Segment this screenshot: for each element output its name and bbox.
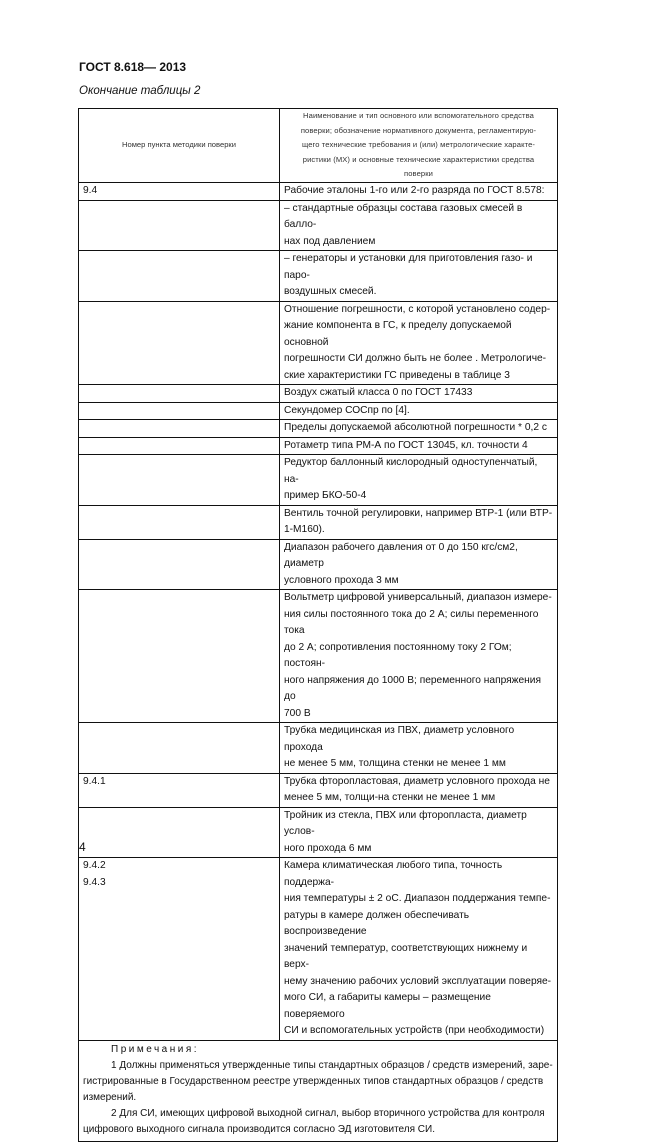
item-number-cell — [79, 590, 280, 723]
equipment-cell: Ротаметр типа РМ-А по ГОСТ 13045, кл. точности 4 — [280, 437, 558, 455]
item-number-cell — [79, 301, 280, 385]
notes-row — [79, 1040, 558, 1141]
table-row — [79, 773, 558, 807]
equipment-cell: Трубка медицинская из ПВХ, диаметр условного прохода не менее 5 мм, толщина стенки не менее 1 мм — [280, 723, 558, 774]
item-number-cell — [79, 505, 280, 539]
equipment-cell: Тройник из стекла, ПВХ или фторопласта, диаметр услов- ного прохода 6 мм — [280, 807, 558, 858]
document-code: ГОСТ 8.618— 2013 — [79, 60, 187, 74]
notes-title: Примечания: — [111, 1043, 200, 1055]
equipment-cell: – стандартные образцы состава газовых смесей в балло- нах под давлением — [280, 200, 558, 251]
equipment-cell: Пределы допускаемой абсолютной погрешности * 0,2 с — [280, 420, 558, 438]
equipment-cell: Рабочие эталоны 1-го или 2-го разряда по ГОСТ 8.578: — [280, 183, 558, 201]
item-number-cell — [79, 437, 280, 455]
equipment-cell: Отношение погрешности, с которой установлено содер- жание компонента в ГС, к пределу допускаемой основной погрешности СИ должно быть не более . Метрологиче- ские характеристики ГС приведены в таблице 3 — [280, 301, 558, 385]
table-row — [79, 455, 558, 506]
equipment-cell: – генераторы и установки для приготовления газо- и паро- воздушных смесей. — [280, 251, 558, 302]
column-header-equipment: Наименование и тип основного или вспомогательного средства поверки; обозначение нормативного документа, регламентирую- щего технические требования и (или) метрологические характе- ристики (МХ) и основные технические характеристики средства поверки — [280, 109, 558, 183]
note-item: 2 Для СИ, имеющих цифровой выходной сигнал, выбор вторичного устройства для контроля цифрового выходного сигнала производится согласно ЭД изготовителя СИ. — [83, 1107, 545, 1135]
equipment-cell: Секундомер СОСпр по [4]. — [280, 402, 558, 420]
equipment-cell: Редуктор баллонный кислородный одноступенчатый, на- пример БКО-50-4 — [280, 455, 558, 506]
item-number-cell — [79, 455, 280, 506]
item-number-cell — [79, 200, 280, 251]
equipment-cell: Воздух сжатый класса 0 по ГОСТ 17433 — [280, 385, 558, 403]
item-number-cell — [79, 420, 280, 438]
table-row — [79, 183, 558, 201]
table-row — [79, 385, 558, 403]
item-number-cell: 9.4.1 — [79, 773, 280, 807]
table-row — [79, 807, 558, 858]
note-item: 1 Должны применяться утвержденные типы стандартных образцов / средств измерений, заре- гистрированные в Государственном реестре утвержденных типов стандартных образцов / средств измерений. — [83, 1059, 553, 1103]
item-number-cell: 9.4.2 9.4.3 — [79, 858, 280, 1041]
item-number-cell — [79, 539, 280, 590]
table-row — [79, 437, 558, 455]
table-row — [79, 251, 558, 302]
equipment-cell: Камера климатическая любого типа, точность поддержа- ния температуры ± 2 оС. Диапазон поддержания темпе- ратуры в камере должен обеспечивать воспроизведение значений температур, соответствующих нижнему и верх- нему значению рабочих условий эксплуатации поверяе- мого СИ, а габариты камеры – размещение поверяемого СИ и вспомогательных устройств (при необходимости) — [280, 858, 558, 1041]
equipment-cell: Трубка фторопластовая, диаметр условного прохода не менее 5 мм, толщи-на стенки не менее 1 мм — [280, 773, 558, 807]
table-header-row — [79, 109, 558, 183]
item-number-cell — [79, 723, 280, 774]
table-row — [79, 723, 558, 774]
page-number: 4 — [79, 840, 86, 854]
table-row — [79, 420, 558, 438]
item-number-cell — [79, 385, 280, 403]
table-row — [79, 590, 558, 723]
item-number-cell: 9.4 — [79, 183, 280, 201]
equipment-cell: Вольтметр цифровой универсальный, диапазон измере- ния силы постоянного тока до 2 А; силы переменного тока до 2 А; сопротивления постоянному току 2 ГОм; постоян- ного напряжения до 1000 В; переменного напряжения до 700 В — [280, 590, 558, 723]
notes-cell — [79, 1040, 558, 1141]
equipment-cell: Вентиль точной регулировки, например ВТР-1 (или ВТР- 1-М160). — [280, 505, 558, 539]
equipment-cell: Диапазон рабочего давления от 0 до 150 кгс/см2, диаметр условного прохода 3 мм — [280, 539, 558, 590]
table-row — [79, 200, 558, 251]
table-row — [79, 402, 558, 420]
table-caption: Окончание таблицы 2 — [79, 85, 201, 97]
table-row — [79, 301, 558, 385]
item-number-cell — [79, 251, 280, 302]
item-number-cell — [79, 402, 280, 420]
column-header-item-number: Номер пункта методики поверки — [79, 109, 280, 183]
table-row — [79, 505, 558, 539]
table-row — [79, 858, 558, 1041]
item-number-cell — [79, 807, 280, 858]
equipment-table — [78, 108, 558, 1142]
table-row — [79, 539, 558, 590]
